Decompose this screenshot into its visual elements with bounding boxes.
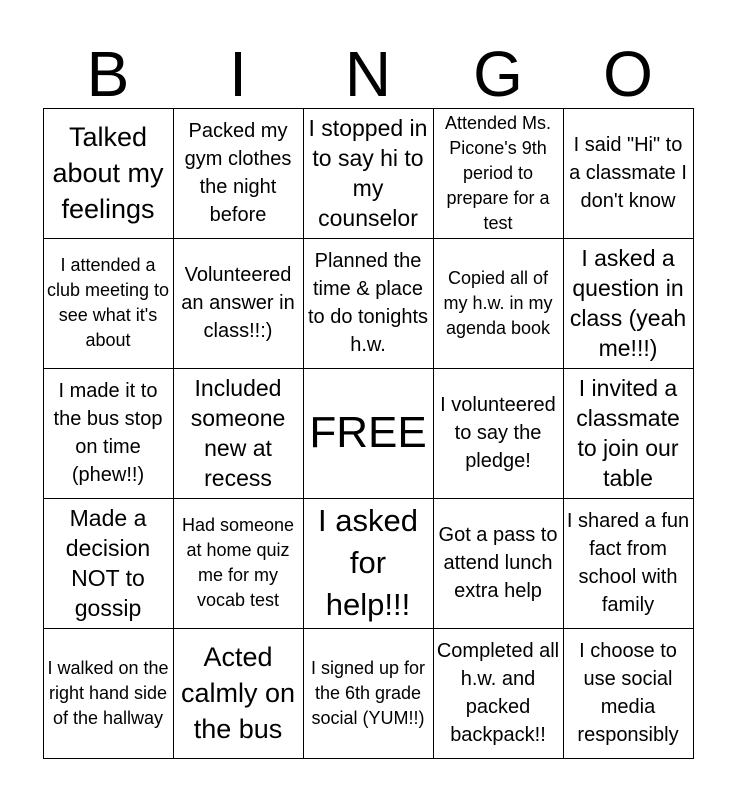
bingo-cell-r5-c4[interactable] [433,628,564,759]
bingo-cell-text: Planned the time & place to do tonights h.w. [307,250,429,356]
bingo-cell-r1-c5[interactable] [563,108,694,239]
bingo-cell-r4-c4[interactable] [433,498,564,629]
bingo-cell-text: Had someone at home quiz me for my vocab test [181,515,295,610]
bingo-cell-r2-c5[interactable] [563,238,694,369]
bingo-cell-text: Packed my gym clothes the night before [184,120,292,226]
bingo-cell-r5-c3[interactable] [303,628,434,759]
bingo-cell-text: Attended Ms. Picone's 9th period to prepare for a test [444,112,552,233]
bingo-cell-text: I stopped in to say hi to my counselor [308,115,428,231]
bingo-cell-text: Included someone new at recess [190,375,286,491]
header-letter-o: O [603,38,653,110]
bingo-cell-r3-c4[interactable] [433,368,564,499]
bingo-cell-text: Made a decision NOT to gossip [65,505,151,621]
bingo-cell-text: Copied all of my h.w. in my agenda book [443,267,553,338]
bingo-cell-text: I invited a classmate to join our table [576,375,680,491]
bingo-board [43,108,693,758]
bingo-cell-text: Got a pass to attend lunch extra help [438,524,558,602]
header-letter-b: B [86,38,130,110]
bingo-cell-r1-c2[interactable] [173,108,304,239]
bingo-cell-r5-c5[interactable] [563,628,694,759]
bingo-cell-r1-c1[interactable] [43,108,174,239]
bingo-cell-r5-c2[interactable] [173,628,304,759]
bingo-cell-text: I asked a question in class (yeah me!!!) [569,245,687,361]
header-letter-n: N [344,38,392,110]
bingo-cell-free[interactable] [303,368,434,499]
bingo-cell-text: I shared a fun fact from school with family [566,510,690,616]
bingo-cell-r2-c3[interactable] [303,238,434,369]
bingo-cell-r2-c4[interactable] [433,238,564,369]
bingo-cell-text: Completed all h.w. and packed backpack!! [436,640,560,746]
bingo-cell-r1-c3[interactable] [303,108,434,239]
bingo-cell-text: I volunteered to say the pledge! [440,394,556,472]
bingo-header [43,40,693,108]
bingo-cell-text: I attended a club meeting to see what it's about [46,255,170,350]
bingo-cell-text: I made it to the bus stop on time (phew!!) [53,380,163,486]
bingo-cell-text: I asked for help!!! [318,503,418,622]
bingo-cell-r2-c1[interactable] [43,238,174,369]
bingo-cell-r4-c2[interactable] [173,498,304,629]
bingo-cell-r4-c3[interactable] [303,498,434,629]
bingo-cell-text: I said "Hi" to a classmate I don't know [569,134,687,212]
bingo-cell-text: Talked about my feelings [52,122,164,224]
bingo-cell-text: I signed up for the 6th grade social (YUM!!) [310,657,426,728]
bingo-cell-text: Volunteered an answer in class!!:) [181,264,295,342]
bingo-cell-text: I walked on the right hand side of the hallway [47,657,169,728]
bingo-cell-r3-c5[interactable] [563,368,694,499]
bingo-cell-r2-c2[interactable] [173,238,304,369]
bingo-cell-r3-c2[interactable] [173,368,304,499]
bingo-cell-r4-c5[interactable] [563,498,694,629]
header-letter-i: I [229,38,247,110]
bingo-cell-r1-c4[interactable] [433,108,564,239]
bingo-cell-r4-c1[interactable] [43,498,174,629]
header-letter-g: G [473,38,523,110]
bingo-cell-r3-c1[interactable] [43,368,174,499]
bingo-cell-text: Acted calmly on the bus [180,642,296,744]
bingo-cell-text: I choose to use social media responsibly [577,640,679,746]
free-space-label: FREE [309,408,427,457]
bingo-cell-r5-c1[interactable] [43,628,174,759]
